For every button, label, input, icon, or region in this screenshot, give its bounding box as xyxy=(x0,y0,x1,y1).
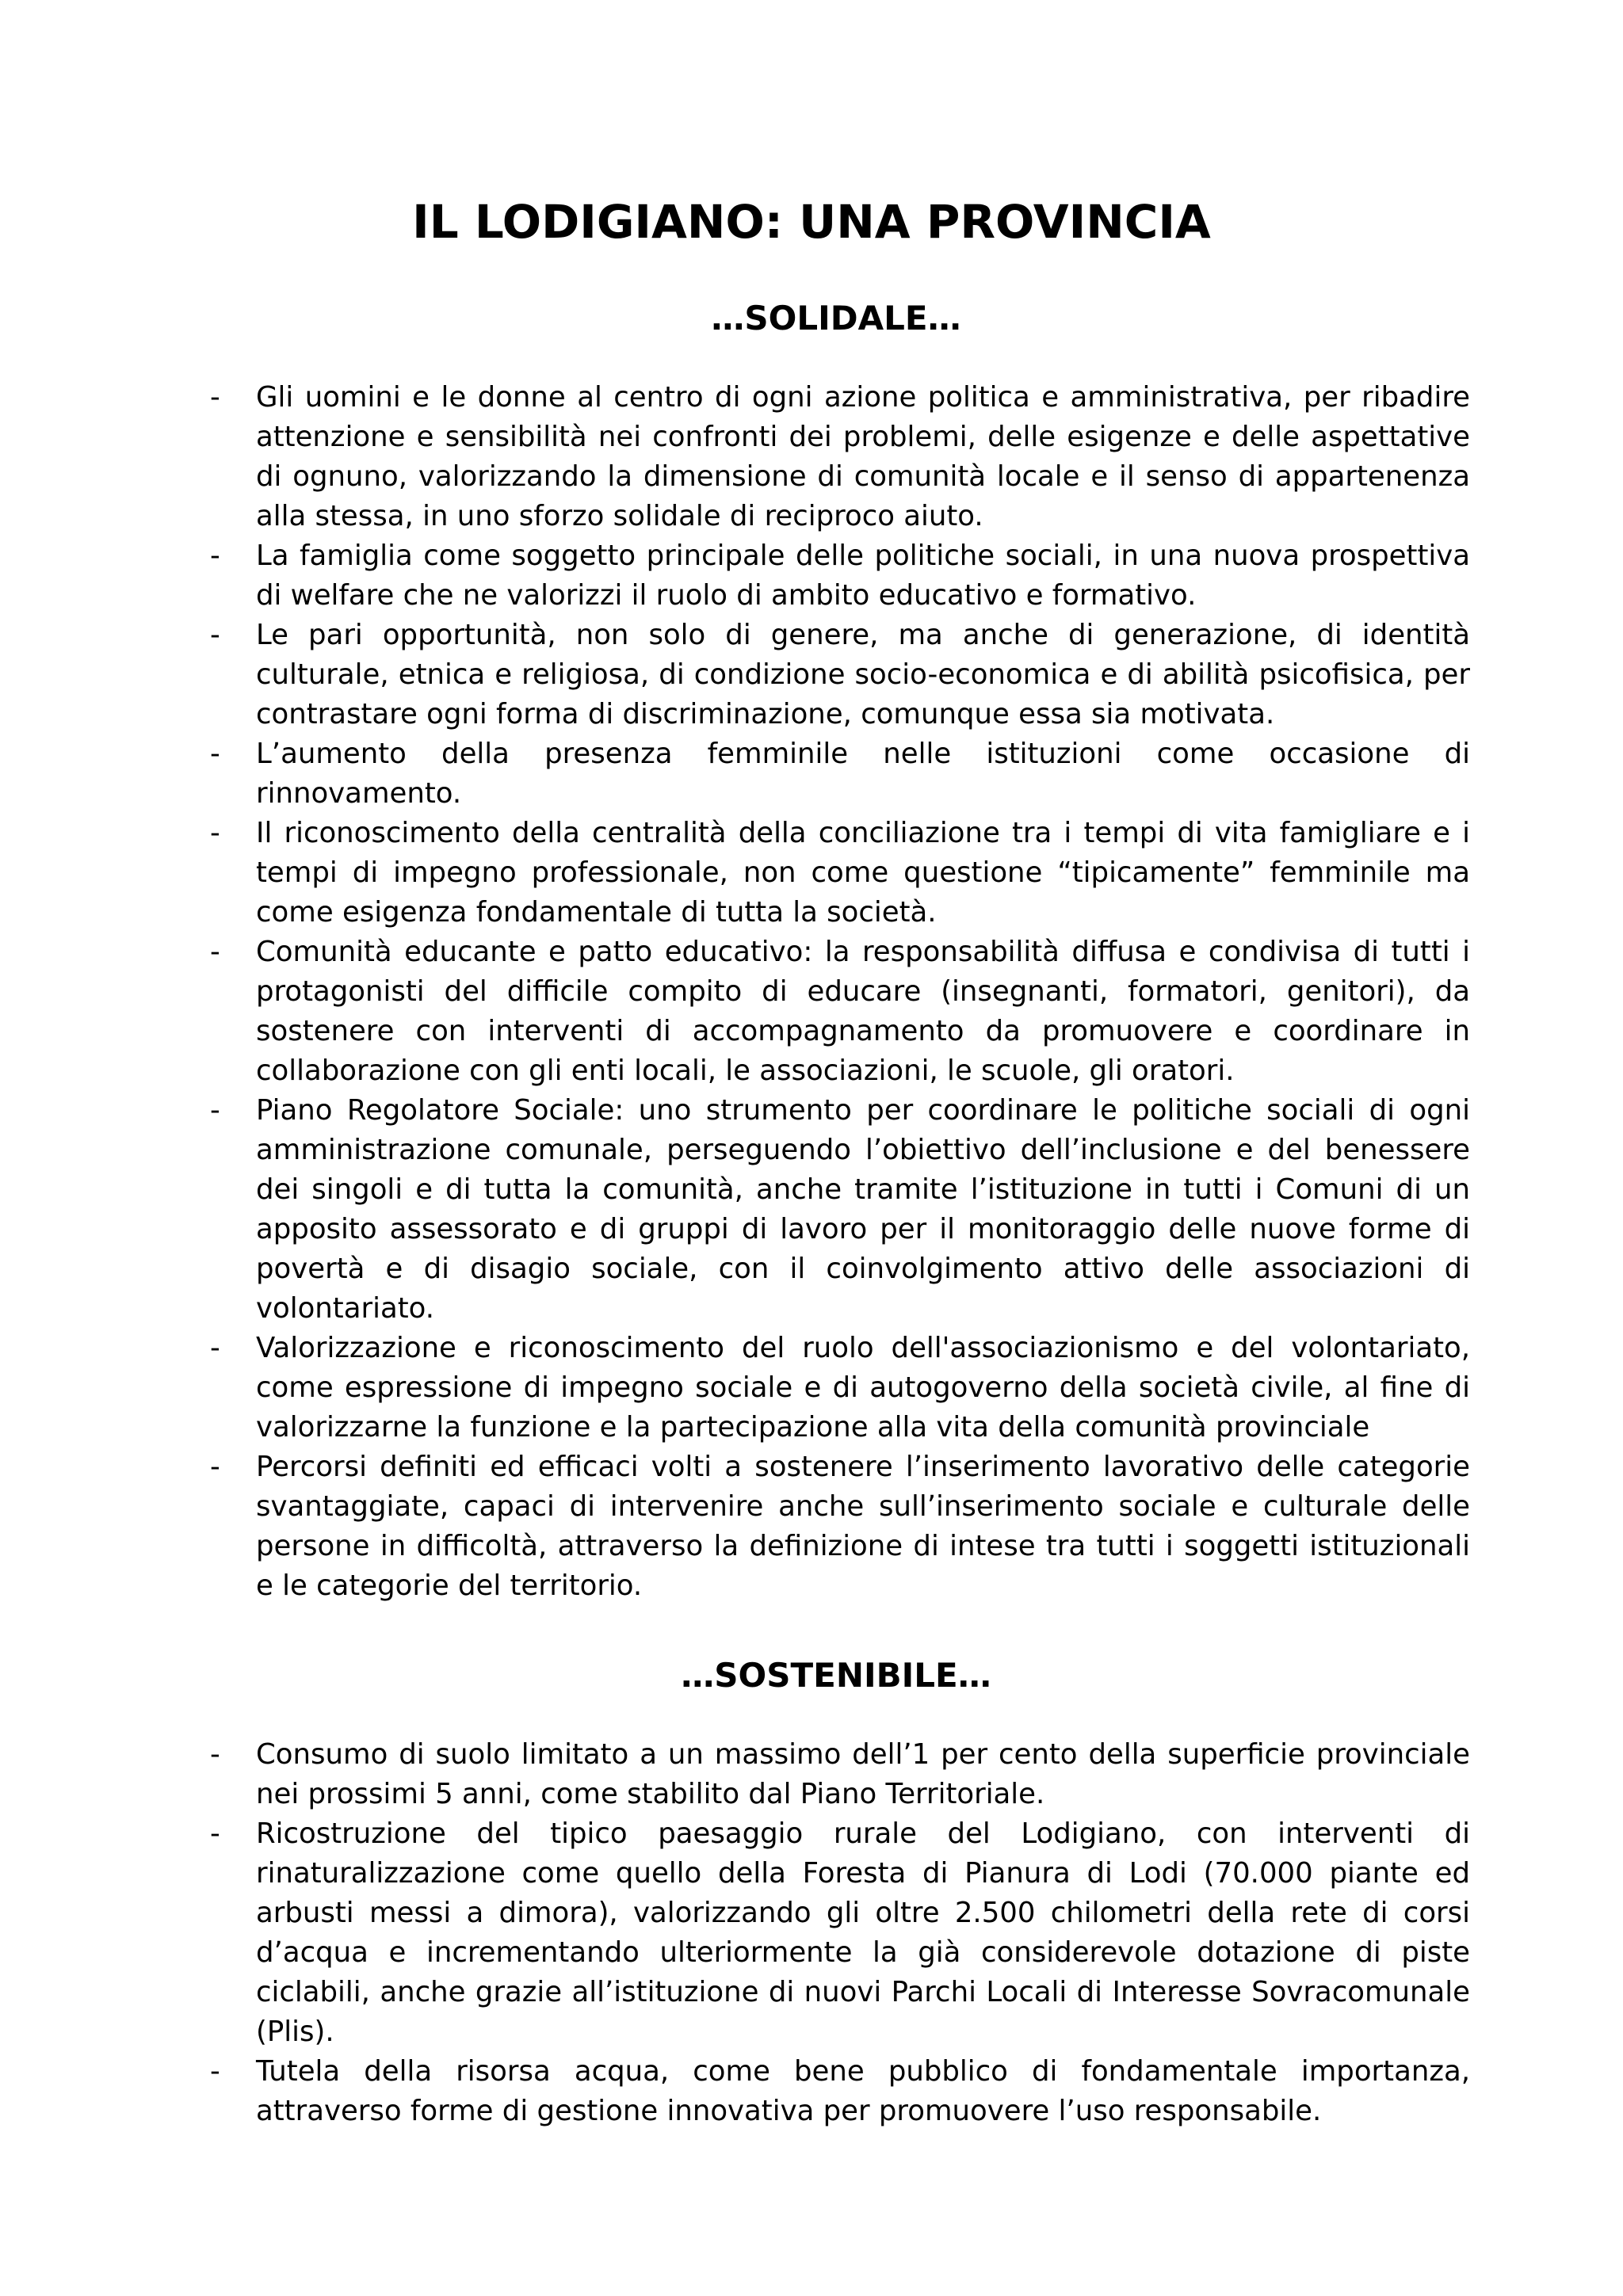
section-solidale xyxy=(202,295,1470,1606)
bullet-dash: - xyxy=(210,619,220,651)
bullet-dash: - xyxy=(210,540,220,572)
sostenibile-list xyxy=(202,1735,1470,2131)
list-item-text: Consumo di suolo limitato a un massimo dell’1 per cento della superficie provinciale nei prossimi 5 anni, come stabilito dal Piano Territoriale. xyxy=(256,1738,1470,1810)
list-item xyxy=(202,1447,1470,1606)
bullet-dash: - xyxy=(210,817,220,849)
solidale-list xyxy=(202,378,1470,1606)
bullet-dash: - xyxy=(210,1451,220,1483)
list-item xyxy=(202,2052,1470,2131)
section-heading-solidale: …SOLIDALE… xyxy=(711,299,961,338)
list-item xyxy=(202,536,1470,616)
section-sostenibile xyxy=(202,1652,1470,2131)
bullet-dash: - xyxy=(210,381,220,414)
list-item xyxy=(202,378,1470,536)
list-item-text: La famiglia come soggetto principale delle politiche sociali, in una nuova prospettiva di welfare che ne valorizzi il ruolo di ambito educativo e formativo. xyxy=(256,540,1470,612)
list-item-text: Le pari opportunità, non solo di genere, ma anche di generazione, di identità culturale, etnica e religiosa, di condizione socio-economica e di abilità psicofisica, per contrastare ogni forma di discriminazione, comunque essa sia motivata. xyxy=(256,619,1470,730)
list-item xyxy=(202,933,1470,1091)
list-item xyxy=(202,734,1470,814)
list-item xyxy=(202,814,1470,933)
bullet-dash: - xyxy=(210,738,220,770)
list-item-text: Gli uomini e le donne al centro di ogni azione politica e amministrativa, per ribadire attenzione e sensibilità nei confronti dei problemi, delle esigenze e delle aspettative di ognuno, valorizzando la dimensione di comunità locale e il senso di appartenenza alla stessa, in uno sforzo solidale di reciproco aiuto. xyxy=(256,381,1470,532)
list-item-text: Ricostruzione del tipico paesaggio rurale del Lodigiano, con interventi di rinaturalizzazione come quello della Foresta di Pianura di Lodi (70.000 piante ed arbusti messi a dimora), valorizzando gli oltre 2.500 chilometri della rete di corsi d’acqua e incrementando ulteriormente la già considerevole dotazione di piste ciclabili, anche grazie all’istituzione di nuovi Parchi Locali di Interesse Sovracomunale (Plis). xyxy=(256,1817,1470,2048)
bullet-dash: - xyxy=(210,1094,220,1127)
bullet-dash: - xyxy=(210,1738,220,1771)
document-title: IL LODIGIANO: UNA PROVINCIA xyxy=(412,195,1211,249)
bullet-dash: - xyxy=(210,936,220,968)
list-item xyxy=(202,1329,1470,1447)
list-item-text: L’aumento della presenza femminile nelle istituzioni come occasione di rinnovamento. xyxy=(256,738,1470,810)
list-item-text: Valorizzazione e riconoscimento del ruolo dell'associazionismo e del volontariato, come espressione di impegno sociale e di autogoverno della società civile, al fine di valorizzarne la funzione e la partecipazione alla vita della comunità provinciale xyxy=(256,1332,1470,1444)
section-heading-sostenibile: …SOSTENIBILE… xyxy=(681,1656,991,1695)
bullet-dash: - xyxy=(210,2055,220,2088)
list-item xyxy=(202,1814,1470,2052)
list-item-text: Comunità educante e patto educativo: la responsabilità diffusa e condivisa di tutti i protagonisti del difficile compito di educare (insegnanti, formatori, genitori), da sostenere con interventi di accompagnamento da promuovere e coordinare in collaborazione con gli enti locali, le associazioni, le scuole, gli oratori. xyxy=(256,936,1470,1087)
bullet-dash: - xyxy=(210,1332,220,1364)
list-item-text: Il riconoscimento della centralità della conciliazione tra i tempi di vita famigliare e i tempi di impegno professionale, non come questione “tipicamente” femminile ma come esigenza fondamentale di tutta la società. xyxy=(256,817,1470,929)
list-item-text: Tutela della risorsa acqua, come bene pubblico di fondamentale importanza, attraverso forme di gestione innovativa per promuovere l’uso responsabile. xyxy=(256,2055,1470,2127)
list-item xyxy=(202,1735,1470,1814)
list-item-text: Percorsi definiti ed efficaci volti a sostenere l’inserimento lavorativo delle categorie svantaggiate, capaci di intervenire anche sull’inserimento sociale e culturale delle persone in difficoltà, attraverso la definizione di intese tra tutti i soggetti istituzionali e le categorie del territorio. xyxy=(256,1451,1470,1602)
list-item xyxy=(202,1091,1470,1329)
list-item-text: Piano Regolatore Sociale: uno strumento per coordinare le politiche sociali di ogni amministrazione comunale, perseguendo l’obiettivo dell’inclusione e del benessere dei singoli e di tutta la comunità, anche tramite l’istituzione in tutti i Comuni di un apposito assessorato e di gruppi di lavoro per il monitoraggio delle nuove forme di povertà e di disagio sociale, con il coinvolgimento attivo delle associazioni di volontariato. xyxy=(256,1094,1470,1325)
list-item xyxy=(202,616,1470,734)
bullet-dash: - xyxy=(210,1817,220,1850)
